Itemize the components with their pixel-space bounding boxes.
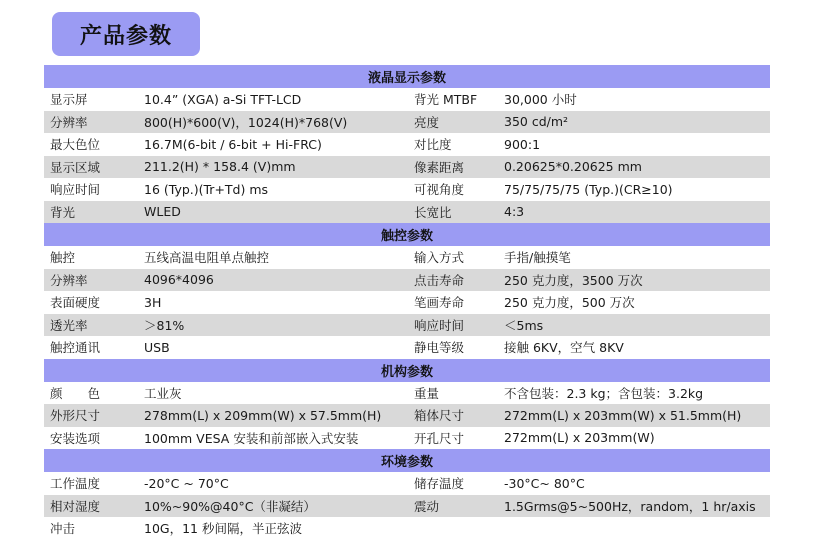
spec-label: 工作温度 — [50, 476, 101, 492]
spec-label: 冲击 — [50, 521, 76, 537]
spec-label: 输入方式 — [414, 250, 465, 266]
section-header: 机构参数 — [44, 359, 770, 382]
spec-value: 75/75/75/75 (Typ.)(CR≥10) — [504, 181, 673, 197]
spec-label: 分辨率 — [50, 272, 88, 288]
spec-row — [44, 314, 770, 337]
spec-value: 800(H)*600(V)，1024(H)*768(V) — [144, 114, 348, 130]
spec-label: 对比度 — [414, 137, 452, 153]
spec-label: 背光 — [50, 204, 76, 220]
spec-row — [44, 427, 770, 450]
spec-label: 分辨率 — [50, 114, 88, 130]
spec-row — [44, 495, 770, 518]
spec-value: 10%~90%@40°C（非凝结） — [144, 498, 316, 514]
spec-value: 3H — [144, 294, 162, 310]
spec-value: ＞81% — [144, 317, 185, 333]
spec-value: 30,000 小时 — [504, 92, 577, 108]
spec-value: 4:3 — [504, 204, 525, 220]
spec-value: 211.2(H) * 158.4 (V)mm — [144, 159, 296, 175]
spec-label: 安装选项 — [50, 430, 101, 446]
spec-label: 外形尺寸 — [50, 408, 101, 424]
spec-label: 静电等级 — [414, 340, 465, 356]
spec-value: 250 克力度，3500 万次 — [504, 272, 643, 288]
spec-row — [44, 472, 770, 495]
section-header: 环境参数 — [44, 449, 770, 472]
spec-label: 响应时间 — [50, 182, 101, 198]
spec-row — [44, 246, 770, 269]
display-section — [44, 65, 770, 223]
page-title-badge — [52, 12, 200, 56]
spec-value: 五线高温电阻单点触控 — [144, 250, 270, 266]
spec-row — [44, 178, 770, 201]
spec-value: USB — [144, 339, 170, 355]
spec-label: 最大色位 — [50, 137, 101, 153]
spec-label: 显示屏 — [50, 92, 88, 108]
spec-value: 250 克力度，500 万次 — [504, 295, 635, 311]
spec-row — [44, 88, 770, 111]
spec-label: 显示区域 — [50, 159, 101, 175]
spec-value: 接触 6KV，空气 8KV — [504, 340, 624, 356]
spec-value: ＜5ms — [504, 317, 544, 333]
spec-value: 1.5Grms@5~500Hz，random，1 hr/axis — [504, 498, 756, 514]
spec-value: 272mm(L) x 203mm(W) — [504, 430, 655, 446]
spec-row — [44, 382, 770, 405]
spec-value: 手指/触摸笔 — [504, 250, 571, 266]
spec-value: 工业灰 — [144, 385, 182, 401]
spec-row — [44, 336, 770, 359]
spec-row — [44, 201, 770, 224]
spec-value: 不含包装：2.3 kg；含包装：3.2kg — [504, 385, 704, 401]
spec-value: WLED — [144, 204, 181, 220]
section-header: 液晶显示参数 — [44, 65, 770, 88]
spec-label: 长宽比 — [414, 204, 452, 220]
spec-value: 10G，11 秒间隔，半正弦波 — [144, 521, 302, 537]
spec-value: 0.20625*0.20625 mm — [504, 159, 642, 175]
spec-row — [44, 133, 770, 156]
spec-value: 350 cd/m² — [504, 114, 569, 130]
spec-value: -20°C ~ 70°C — [144, 475, 229, 491]
page-title: 产品参数 — [79, 23, 172, 49]
spec-label: 亮度 — [414, 114, 440, 130]
spec-label: 响应时间 — [414, 317, 465, 333]
spec-row — [44, 291, 770, 314]
spec-label: 震动 — [414, 498, 440, 514]
spec-table — [44, 65, 770, 540]
spec-label: 可视角度 — [414, 182, 465, 198]
spec-value: 16 (Typ.)(Tr+Td) ms — [144, 181, 269, 197]
spec-label: 重量 — [414, 385, 440, 401]
spec-row — [44, 111, 770, 134]
spec-label: 表面硬度 — [50, 295, 101, 311]
spec-row — [44, 517, 770, 540]
spec-value: 100mm VESA 安装和前部嵌入式安装 — [144, 430, 359, 446]
spec-row — [44, 404, 770, 427]
spec-row — [44, 156, 770, 179]
spec-label: 像素距离 — [414, 159, 465, 175]
touch-section — [44, 223, 770, 359]
spec-label: 触控通讯 — [50, 340, 101, 356]
spec-label: 笔画寿命 — [414, 295, 465, 311]
spec-label: 相对湿度 — [50, 498, 101, 514]
spec-value: -30°C~ 80°C — [504, 475, 585, 491]
mechanical-section — [44, 359, 770, 450]
spec-value: 10.4” (XGA) a-Si TFT-LCD — [144, 91, 302, 107]
spec-label: 颜 色 — [50, 385, 101, 401]
spec-label: 箱体尺寸 — [414, 408, 465, 424]
spec-label: 点击寿命 — [414, 272, 465, 288]
environment-section — [44, 449, 770, 540]
section-header: 触控参数 — [44, 223, 770, 246]
spec-label: 透光率 — [50, 317, 88, 333]
spec-value: 900:1 — [504, 136, 541, 152]
spec-value: 16.7M(6-bit / 6-bit + Hi-FRC) — [144, 136, 322, 152]
spec-value: 278mm(L) x 209mm(W) x 57.5mm(H) — [144, 407, 382, 423]
spec-label: 背光 MTBF — [414, 92, 478, 108]
spec-label: 触控 — [50, 250, 76, 266]
spec-label: 开孔尺寸 — [414, 430, 465, 446]
spec-value: 4096*4096 — [144, 272, 214, 288]
spec-value: 272mm(L) x 203mm(W) x 51.5mm(H) — [504, 407, 742, 423]
spec-label: 储存温度 — [414, 476, 465, 492]
spec-row — [44, 269, 770, 292]
